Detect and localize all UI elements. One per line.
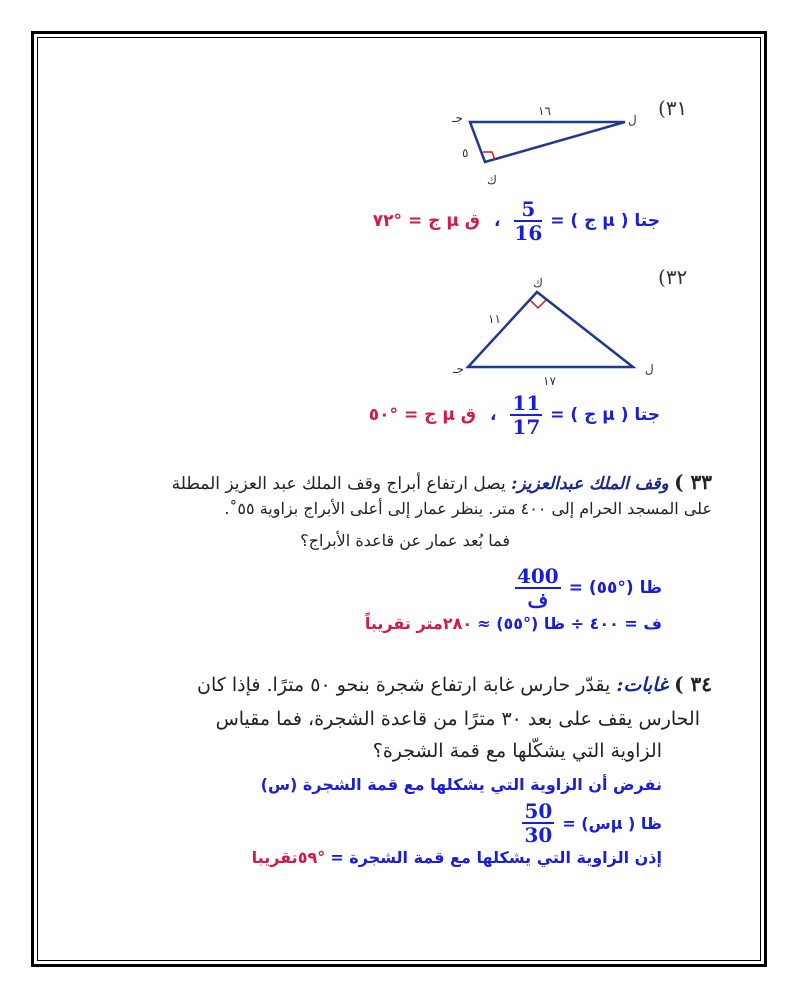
answer-32-result: ق µ ج = °٥٠ (368, 405, 476, 425)
triangle-32 (440, 270, 660, 380)
triangle-31-vertex-l: ل (628, 113, 637, 127)
answer-34-numerator: 50 (524, 799, 553, 823)
answer-33-fraction (515, 565, 561, 611)
problem-31-number: (٣١ (658, 96, 688, 120)
problem-34-header (197, 672, 712, 696)
problem-33-line-3: فما بُعد عمار عن قاعدة الأبراج؟ (300, 531, 510, 550)
answer-33-result: ٢٨٠متر تقريباً (364, 614, 473, 633)
answer-34-result: °٥٩تقريبا (251, 848, 326, 867)
problem-34-line-1: يقدّر حارس غابة ارتفاع شجرة بنحو ٥٠ مترًا. فإذا كان (197, 674, 611, 696)
problem-32-answer (369, 392, 660, 438)
problem-34-answer-3 (252, 848, 662, 867)
triangle-32-vertex-k: ك (533, 276, 543, 290)
problem-34-answer-2 (522, 800, 662, 846)
problem-34-line-3: الزاوية التي يشكّلها مع قمة الشجرة؟ (372, 740, 662, 762)
triangle-32-vertex-j: جـ (453, 362, 464, 376)
triangle-31-vertex-j: جـ (452, 111, 463, 125)
answer-31-prefix: جتا ( µ ج ) = (550, 211, 660, 231)
problem-34-number: ٣٤ ) (674, 672, 712, 696)
problem-34-answer-1: نفرض أن الزاوية التي يشكلها مع قمة الشجرة (س) (260, 775, 662, 794)
triangle-32-shape (468, 292, 633, 367)
problem-32-number: (٣٢ (658, 265, 688, 289)
problem-33-answer-2 (365, 614, 662, 633)
answer-33-numerator: 400 (516, 564, 559, 588)
answer-31-result: ق µ ج = °٧٢ (372, 211, 480, 231)
answer-31-separator: ، (493, 211, 501, 231)
problem-33-header (172, 470, 712, 494)
answer-32-fraction (510, 392, 542, 438)
triangle-31-vertex-k: ك (487, 173, 497, 187)
answer-34-line3-text: إذن الزاوية التي يشكلها مع قمة الشجرة = (330, 848, 662, 867)
answer-31-fraction (514, 198, 542, 244)
problem-31-answer (373, 198, 660, 244)
triangle-32-side-bottom: ١٧ (543, 374, 556, 388)
answer-31-numerator: 5 (514, 198, 542, 222)
problem-34-title: غابات: (616, 674, 669, 696)
answer-33-prefix: ظا (°٥٥) = (568, 578, 662, 598)
problem-34-line-2: الحارس يقف على بعد ٣٠ مترًا من قاعدة الشجرة، فما مقياس (215, 708, 700, 730)
answer-34-denominator: 30 (524, 823, 553, 847)
problem-33-answer-1 (515, 565, 662, 611)
answer-33-denominator: ف (527, 588, 549, 612)
triangle-32-side-left: ١١ (488, 312, 501, 326)
problem-33-line-1: يصل ارتفاع أبراج وقف الملك عبد العزيز المطلة (171, 474, 506, 494)
triangle-32-right-angle-mark (530, 300, 546, 308)
triangle-32-vertex-l: ل (645, 362, 654, 376)
triangle-31-side-left: ٥ (462, 146, 469, 160)
answer-32-prefix: جتا ( µ ج ) = (550, 405, 660, 425)
problem-33-title: وقف الملك عبدالعزيز: (511, 474, 669, 494)
triangle-31-side-top: ١٦ (538, 104, 551, 118)
answer-31-denominator: 16 (514, 221, 543, 245)
answer-34-fraction (522, 800, 554, 846)
answer-34-prefix: ظا ( µس) = (562, 813, 662, 833)
answer-32-separator: ، (489, 405, 497, 425)
problem-33-number: ٣٣ ) (674, 470, 712, 494)
answer-32-denominator: 17 (512, 415, 541, 439)
answer-32-numerator: 11 (512, 391, 541, 415)
problem-33-line-2: على المسجد الحرام إلى ٤٠٠ متر. ينظر عمار إلى أعلى الأبراج بزاوية ٥٥˚. (224, 499, 712, 518)
answer-33-line2-text: ف = ٤٠٠ ÷ ظا (°٥٥) ≈ (477, 614, 662, 633)
